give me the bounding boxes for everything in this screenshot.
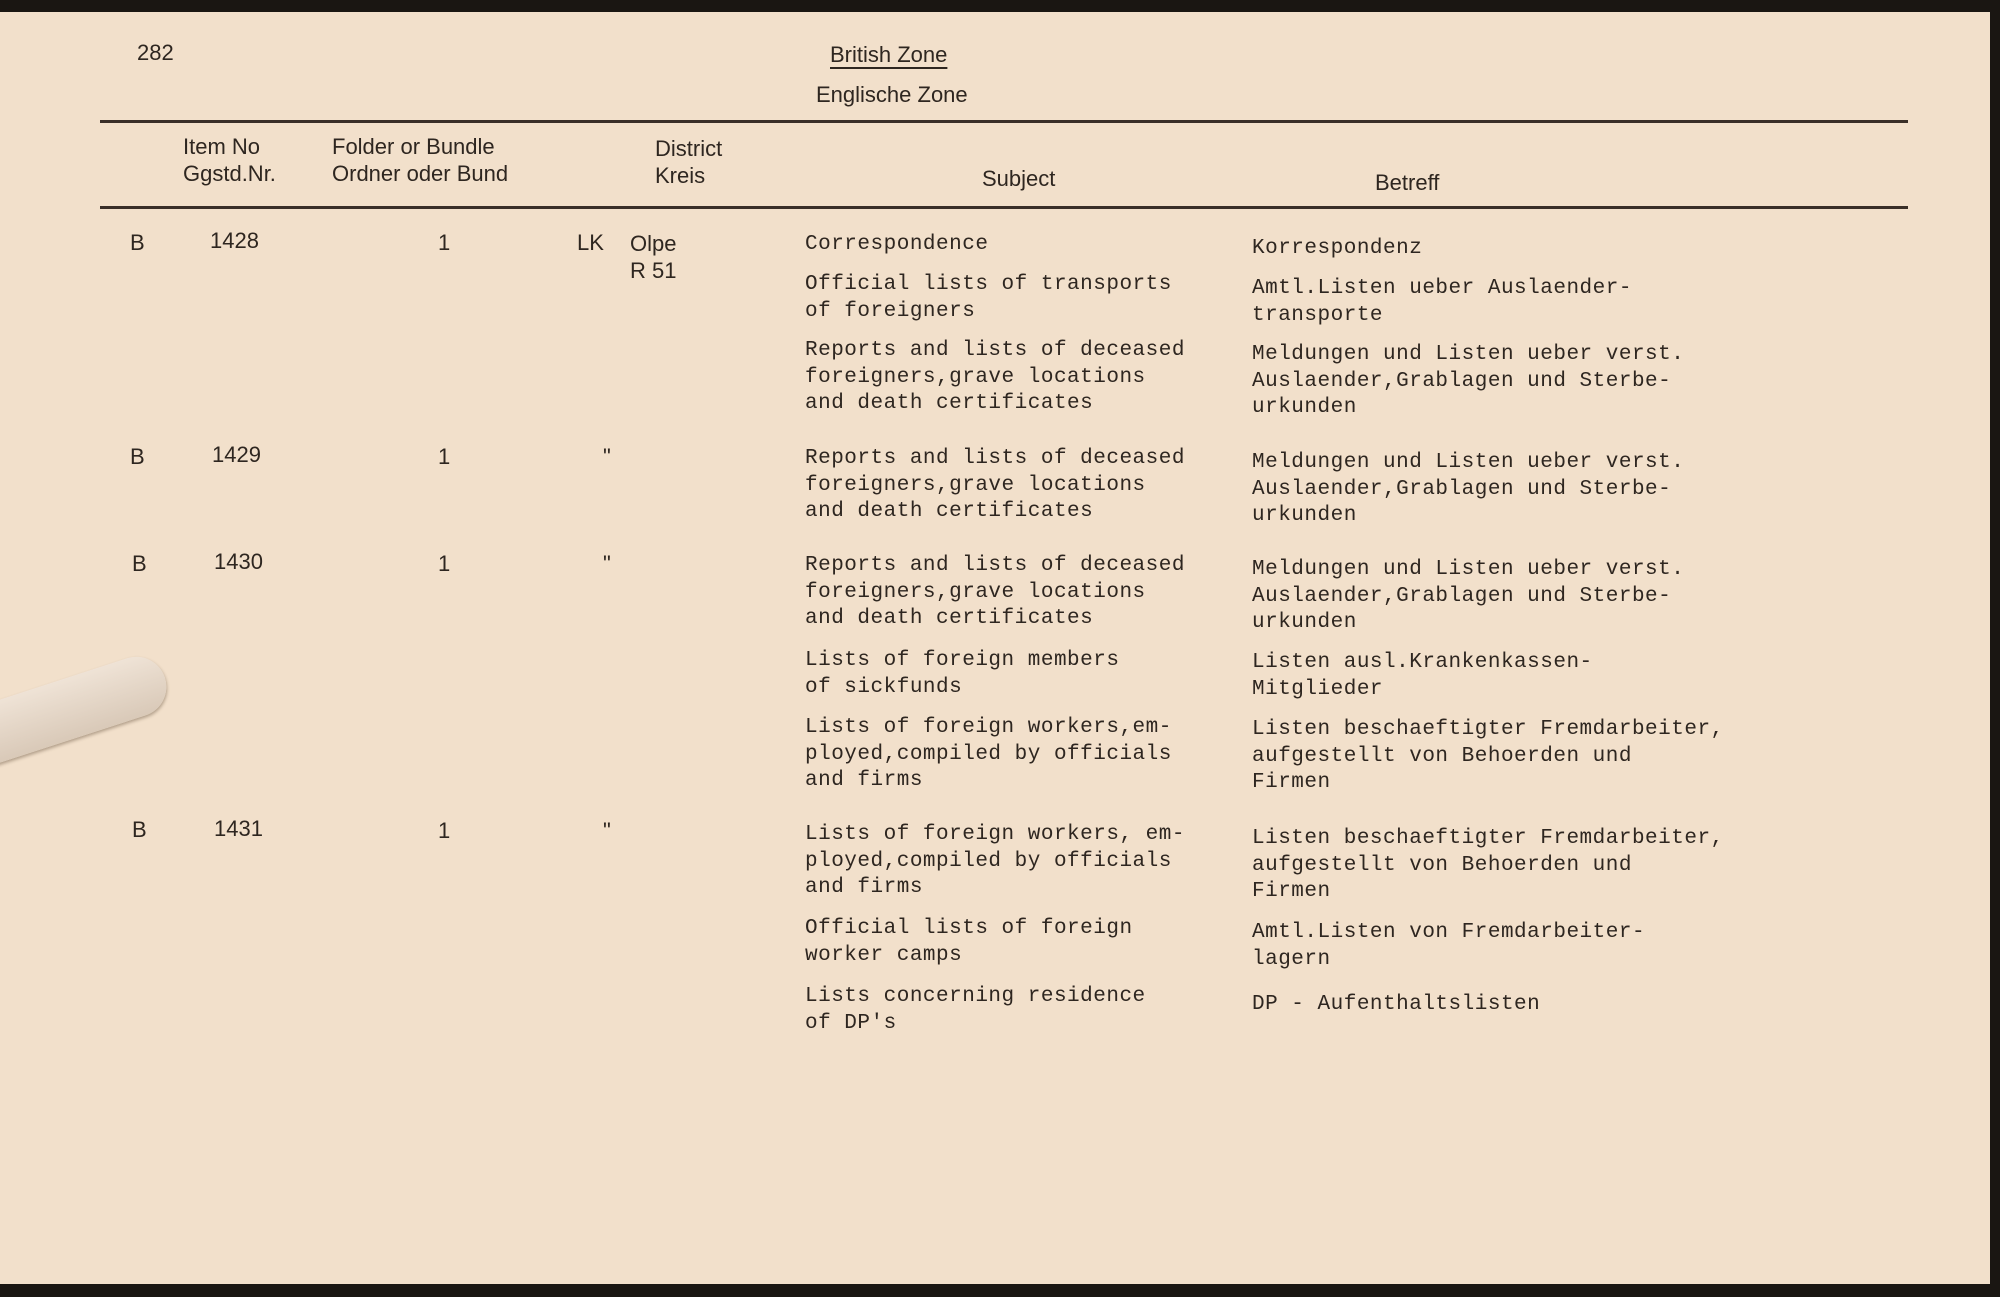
row-item-no: 1431	[214, 816, 263, 841]
subject-entry: Reports and lists of deceased foreigners,grave locations and death certificates	[805, 447, 1185, 523]
betreff-entry: DP - Aufenthaltslisten	[1252, 993, 1541, 1016]
header-betreff: Betreff	[1375, 170, 1440, 195]
betreff-entry: Amtl.Listen von Fremdarbeiter- lagern	[1252, 921, 1646, 971]
row-item-no: 1429	[212, 442, 261, 467]
row-prefix: B	[130, 230, 145, 255]
betreff-entry: Meldungen und Listen ueber verst. Auslaender,Grablagen und Sterbe- urkunden	[1252, 343, 1685, 419]
page-title: British Zone	[830, 42, 948, 67]
row-district-prefix: LK	[577, 230, 604, 255]
subject-entry: Lists of foreign members of sickfunds	[805, 649, 1120, 699]
subject-entry: Reports and lists of deceased foreigners,grave locations and death certificates	[805, 554, 1185, 630]
subject-entry: Lists of foreign workers,em- ployed,compiled by officials and firms	[805, 716, 1172, 792]
header-subject: Subject	[982, 166, 1056, 191]
row-item-no: 1430	[214, 549, 263, 574]
betreff-entry: Meldungen und Listen ueber verst. Auslaender,Grablagen und Sterbe- urkunden	[1252, 451, 1685, 527]
betreff-entry: Listen beschaeftigter Fremdarbeiter, aufgestellt von Behoerden und Firmen	[1252, 827, 1724, 903]
header-district: District Kreis	[655, 136, 723, 188]
pen-pointer	[0, 649, 174, 771]
row-prefix: B	[130, 444, 145, 469]
betreff-entry: Listen ausl.Krankenkassen- Mitglieder	[1252, 651, 1593, 701]
row-district: Olpe R 51	[630, 231, 677, 283]
row-folder: 1	[438, 444, 451, 469]
betreff-entry: Amtl.Listen ueber Auslaender- transporte	[1252, 277, 1632, 327]
row-prefix: B	[132, 551, 147, 576]
page-number: 282	[137, 40, 174, 65]
betreff-entry: Listen beschaeftigter Fremdarbeiter, aufgestellt von Behoerden und Firmen	[1252, 718, 1724, 794]
header-item-no: Item No Ggstd.Nr.	[183, 134, 276, 186]
subject-entry: Reports and lists of deceased foreigners,grave locations and death certificates	[805, 339, 1185, 415]
row-folder: 1	[438, 818, 451, 843]
page-subtitle: Englische Zone	[816, 82, 968, 107]
document-page	[0, 12, 1990, 1284]
row-district-ditto: "	[603, 551, 611, 576]
header-rule-top	[100, 120, 1908, 123]
row-item-no: 1428	[210, 228, 259, 253]
subject-entry: Official lists of transports of foreigners	[805, 273, 1172, 323]
row-prefix: B	[132, 817, 147, 842]
subject-entry: Lists concerning residence of DP's	[805, 985, 1146, 1035]
subject-entry: Correspondence	[805, 233, 989, 256]
betreff-entry: Korrespondenz	[1252, 237, 1423, 260]
row-folder: 1	[438, 230, 451, 255]
row-district-ditto: "	[603, 818, 611, 843]
row-folder: 1	[438, 551, 451, 576]
subject-entry: Official lists of foreign worker camps	[805, 917, 1133, 967]
header-folder: Folder or Bundle Ordner oder Bund	[332, 134, 509, 186]
row-district-ditto: "	[603, 444, 611, 469]
header-rule-bottom	[100, 206, 1908, 209]
betreff-entry: Meldungen und Listen ueber verst. Auslaender,Grablagen und Sterbe- urkunden	[1252, 558, 1685, 634]
subject-entry: Lists of foreign workers, em- ployed,compiled by officials and firms	[805, 823, 1185, 899]
